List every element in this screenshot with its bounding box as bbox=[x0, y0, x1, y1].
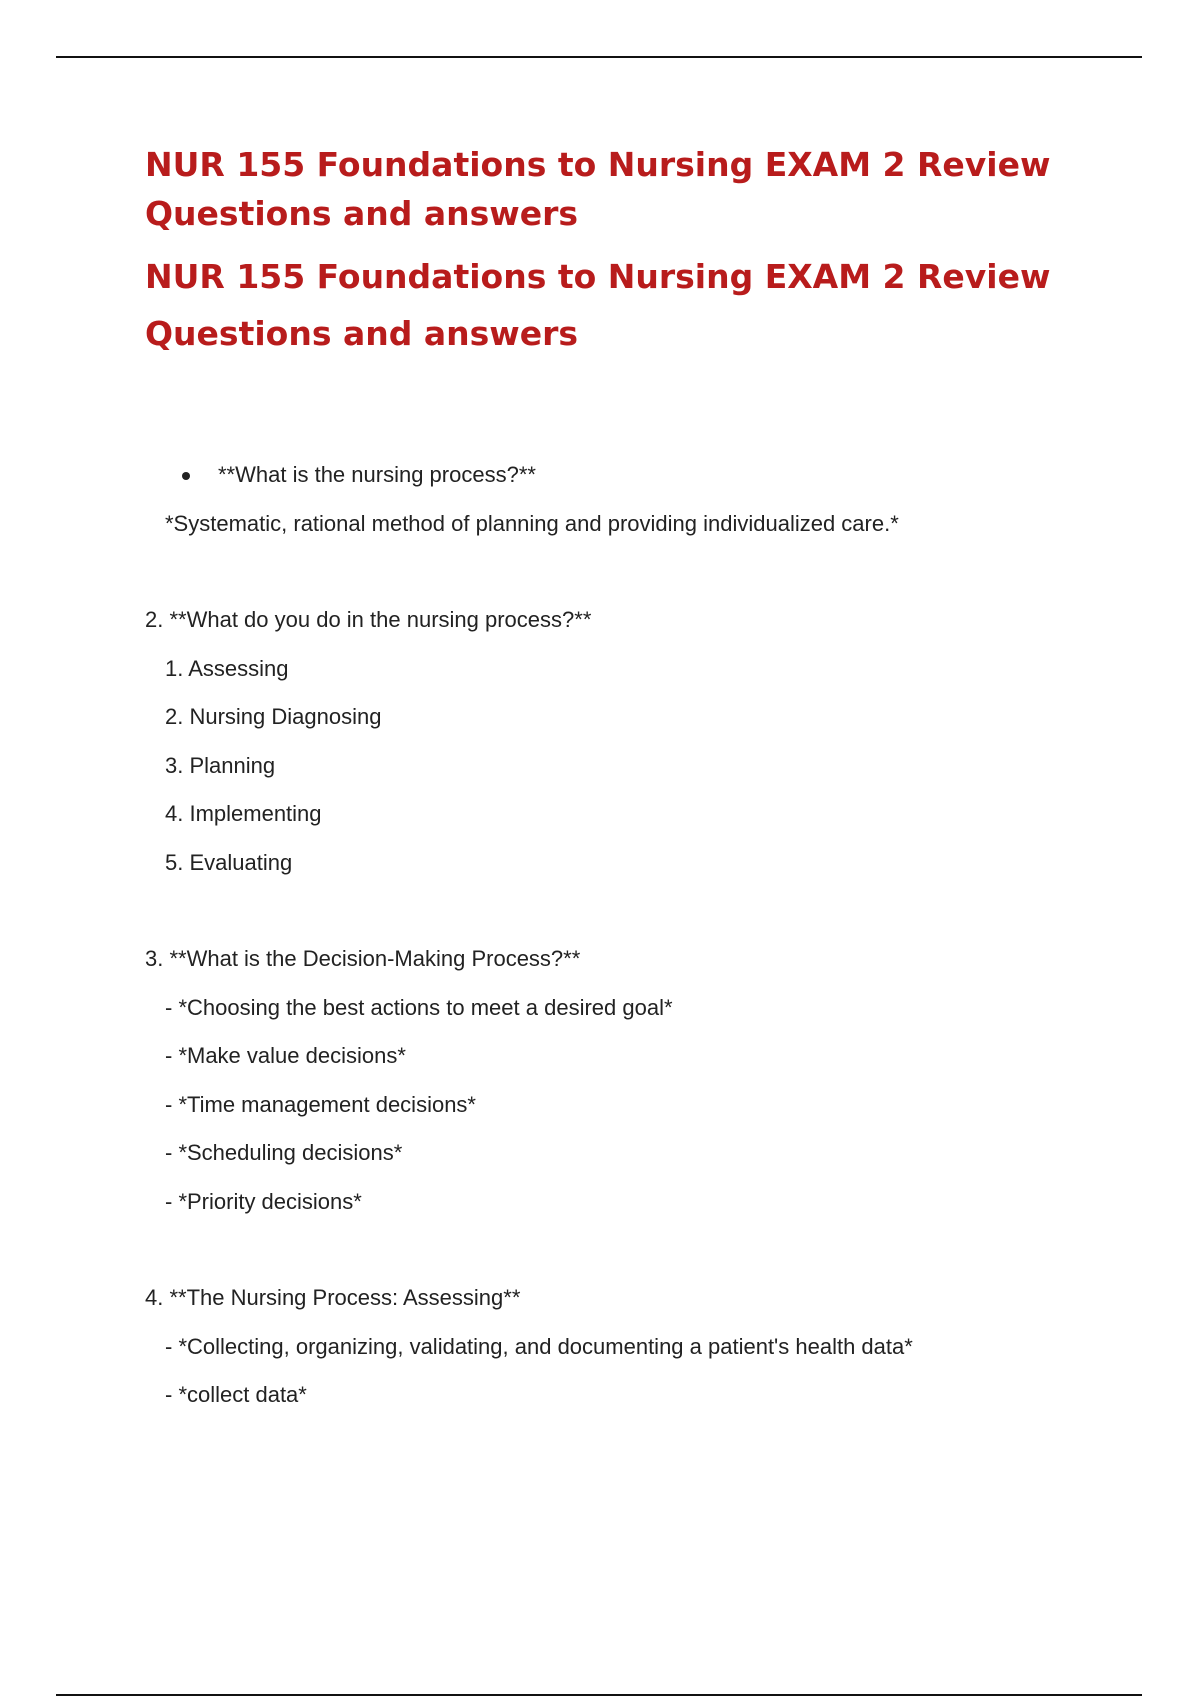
question-2: 2. **What do you do in the nursing process?** bbox=[145, 607, 592, 632]
document-title bbox=[145, 140, 1105, 238]
answer-1: *Systematic, rational method of planning and providing individualized care.* bbox=[165, 510, 899, 536]
question-block-4 bbox=[145, 1274, 1105, 1420]
title-repeat-line-1: NUR 155 Foundations to Nursing EXAM 2 Review bbox=[145, 257, 1051, 296]
question-4: 4. **The Nursing Process: Assessing** bbox=[145, 1285, 521, 1310]
question-2-item: 4. Implementing bbox=[165, 801, 322, 826]
question-block-2 bbox=[145, 596, 1105, 887]
document-title-repeat bbox=[145, 248, 1105, 362]
document-page bbox=[145, 140, 1105, 1420]
question-1 bbox=[145, 451, 1105, 500]
question-2-item: 1. Assessing bbox=[165, 655, 289, 681]
question-3-item: - *Scheduling decisions* bbox=[165, 1140, 403, 1165]
question-2-item: 3. Planning bbox=[165, 752, 276, 778]
question-1-text: **What is the nursing process?** bbox=[218, 462, 536, 487]
footer-rule bbox=[56, 1694, 1142, 1696]
title-repeat-line-2: Questions and answers bbox=[145, 314, 579, 353]
question-3-item: - *Make value decisions* bbox=[165, 1043, 406, 1068]
question-block-3 bbox=[145, 935, 1105, 1226]
question-3-item: - *Choosing the best actions to meet a desired goal* bbox=[165, 994, 673, 1020]
question-4-item: - *collect data* bbox=[165, 1382, 307, 1407]
title-line-1: NUR 155 Foundations to Nursing EXAM 2 Review bbox=[145, 145, 1051, 184]
question-2-item: 5. Evaluating bbox=[165, 849, 293, 875]
bullet-icon bbox=[182, 472, 190, 480]
header-rule bbox=[56, 56, 1142, 58]
question-4-item: - *Collecting, organizing, validating, and documenting a patient's health data* bbox=[165, 1333, 913, 1359]
question-block-1 bbox=[145, 451, 1105, 548]
question-3: 3. **What is the Decision-Making Process?** bbox=[145, 946, 581, 971]
question-3-item: - *Priority decisions* bbox=[165, 1188, 362, 1214]
question-3-item: - *Time management decisions* bbox=[165, 1091, 476, 1117]
title-line-2: Questions and answers bbox=[145, 194, 579, 233]
question-2-item: 2. Nursing Diagnosing bbox=[165, 704, 382, 729]
